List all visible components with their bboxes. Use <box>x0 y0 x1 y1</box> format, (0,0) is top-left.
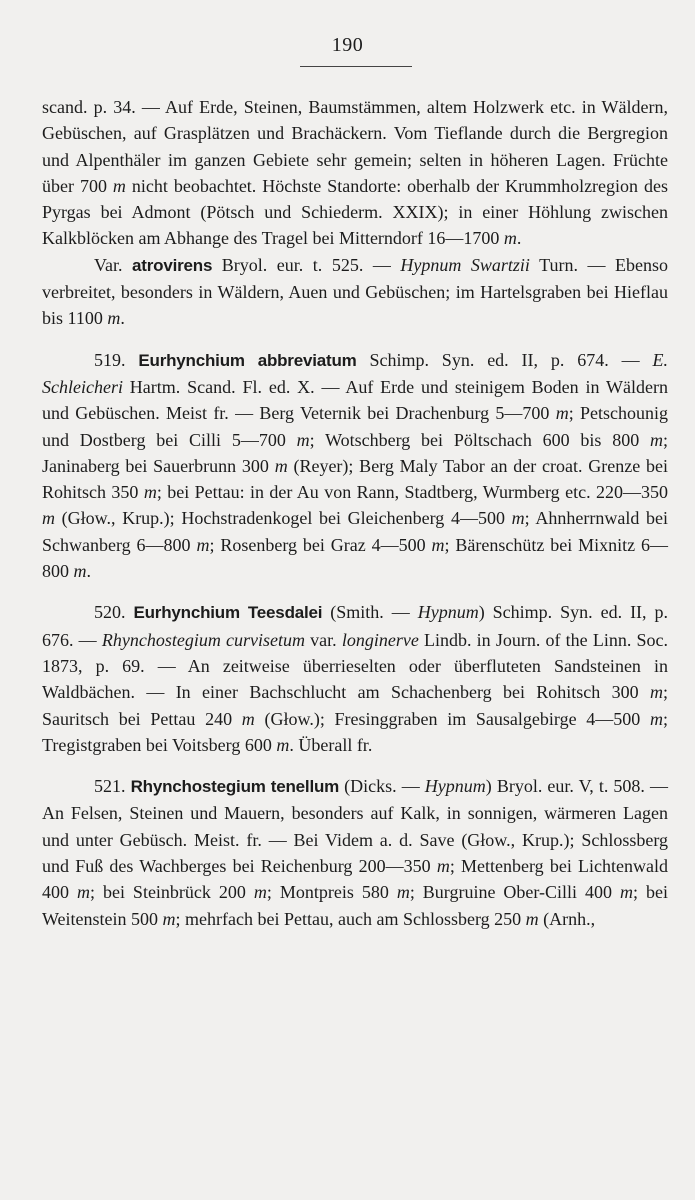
text-run: 520. <box>94 602 134 623</box>
text-run: ) Schimp. Syn. ed. II, p. 676. — <box>42 602 669 650</box>
page-number: 190 <box>331 34 364 56</box>
text-run: . <box>516 228 522 249</box>
text-run: Lindb. in Journ. of the Linn. Soc. 1873, p. 69. — An zeitweise überrieselten oder überfluteten Sandsteinen in Waldbächen. — In einer Bachschlucht am Schachenberg bei Rohitsch 300 <box>42 629 669 703</box>
text-run: (Głow.); Fresinggraben im Sausalgebirge 4—500 <box>254 708 650 729</box>
italic-text: m <box>42 508 55 529</box>
paragraph-p2 <box>42 347 668 585</box>
italic-text: m <box>555 403 569 424</box>
text-run: ; Montpreis 580 <box>266 882 397 903</box>
italic-text: longinerve <box>341 629 419 650</box>
italic-text: m <box>162 908 176 929</box>
species-name: Eurhynchium Teesdalei <box>133 603 323 623</box>
italic-text: E. Schleicheri <box>42 349 668 397</box>
italic-text: m <box>620 882 634 903</box>
text-run: (Smith. — <box>322 602 418 623</box>
text-run: ; Tregistgraben bei Voitsberg 600 <box>42 708 668 755</box>
paragraph-p4 <box>42 773 668 932</box>
italic-text: m <box>143 482 157 503</box>
species-name: Eurhynchium abbreviatum <box>138 350 357 370</box>
text-run: (Arnh., <box>538 908 596 929</box>
paragraph-p1 <box>42 252 668 332</box>
text-run: ; bei Weitenstein 500 <box>42 882 668 929</box>
italic-text: m <box>274 455 288 476</box>
text-run: scand. p. 34. — Auf Erde, Steinen, Baumstämmen, altem Holzwerk etc. in Wäldern, Gebüschen, auf Grasplätzen und Brachäckern. Vom Tieflande durch die Bergregion und Alpenthäler im ganzen Gebiete sehr gemein; selten in höheren Lagen. Früchte über 700 <box>42 97 668 196</box>
italic-text: m <box>76 882 90 903</box>
text-run: var. <box>304 629 342 650</box>
species-name: atrovirens <box>132 255 213 275</box>
text-run: ; Mettenberg bei Lichtenwald 400 <box>42 856 668 903</box>
italic-text: m <box>431 534 445 555</box>
text-run: nicht beobachtet. Höchste Standorte: oberhalb der Krummholzregion des Pyrgas bei Admont (Pötsch und Schiederm. XXIX); in einer Höhlung zwischen Kalkblöcken am Abhange des Tragel bei Mitterndorf 16—1700 <box>42 175 669 249</box>
species-name: Rhynchostegium tenellum <box>130 777 340 797</box>
text-run: . <box>86 561 91 582</box>
italic-text: Hypnum <box>424 776 486 797</box>
text-run: 521. <box>94 776 131 797</box>
text-run: ; Burgruine Ober-Cilli 400 <box>409 882 621 903</box>
text-run: Turn. — Ebenso verbreitet, besonders in Wäldern, Auen und Gebüschen; im Hartelsgraben bei Hieflau bis 1100 <box>42 254 668 329</box>
italic-text: m <box>241 708 255 729</box>
italic-text: m <box>107 308 121 329</box>
italic-text: m <box>276 734 290 755</box>
text-run: . <box>120 308 125 329</box>
italic-text: Hypnum <box>417 602 479 623</box>
text-run: ; Wotschberg bei Pöltschach 600 bis 800 <box>309 429 650 450</box>
text-run: ; Ahnherrnwald bei Schwanberg 6—800 <box>42 508 669 555</box>
italic-text: m <box>649 429 663 450</box>
italic-text: m <box>649 682 663 703</box>
text-run: Var. <box>94 254 133 275</box>
italic-text: m <box>436 856 450 877</box>
italic-text: m <box>253 882 267 903</box>
text-run: ; Bärenschütz bei Mixnitz 6—800 <box>42 534 669 582</box>
italic-text: m <box>196 534 210 555</box>
text-run: . Überall fr. <box>289 734 373 755</box>
text-run: (Reyer); Berg Maly Tabor an der croat. Grenze bei Rohitsch 350 <box>42 455 668 503</box>
text-run: ; Petschounig und Dostberg bei Cilli 5—700 <box>42 403 668 450</box>
italic-text: m <box>296 429 310 450</box>
italic-text: Hypnum Swartzii <box>400 254 530 275</box>
text-run: (Głow., Krup.); Hochstradenkogel bei Gleichenberg 4—500 <box>55 508 512 529</box>
italic-text: m <box>511 508 525 529</box>
text-run: ; mehrfach bei Pettau, auch am Schlossberg 250 <box>175 908 526 929</box>
text-run: ; Janinaberg bei Sauerbrunn 300 <box>42 429 668 476</box>
text-run: Bryol. eur. t. 525. — <box>212 254 401 275</box>
text-run: ; bei Pettau: in der Au von Rann, Stadtberg, Wurmberg etc. 220—350 <box>156 482 668 503</box>
body-text <box>42 94 668 932</box>
text-run: ; Sauritsch bei Pettau 240 <box>42 682 668 729</box>
text-run: (Dicks. — <box>339 776 425 797</box>
italic-text: m <box>649 708 663 729</box>
italic-text: m <box>503 228 517 249</box>
text-run: 519. <box>94 349 139 370</box>
text-run: ; bei Steinbrück 200 <box>89 882 254 903</box>
italic-text: m <box>525 908 539 929</box>
paragraph-p3 <box>42 599 668 758</box>
header-rule <box>300 66 412 67</box>
italic-text: m <box>112 175 126 196</box>
italic-text: m <box>396 882 410 903</box>
text-run: ) Bryol. eur. V, t. 508. — An Felsen, Steinen und Mauern, besonders auf Kalk, in sonnigen, wärmeren Lagen und unter Gebüsch. Meist. fr. — Bei Videm a. d. Save (Głow., Krup.); Schlossberg und Fuß des Wachberges bei Reichenburg 200—350 <box>42 776 668 877</box>
text-run: ; Rosenberg bei Graz 4—500 <box>209 534 432 555</box>
text-run: Schimp. Syn. ed. II, p. 674. — <box>356 349 653 370</box>
text-run: Hartm. Scand. Fl. ed. X. — Auf Erde und steinigem Boden in Wäldern und Gebüschen. Meist fr. — Berg Veternik bei Drachenburg 5—700 <box>42 376 668 424</box>
italic-text: m <box>73 561 87 582</box>
italic-text: Rhynchostegium curvisetum <box>101 629 305 650</box>
paragraph-p0 <box>42 94 668 252</box>
